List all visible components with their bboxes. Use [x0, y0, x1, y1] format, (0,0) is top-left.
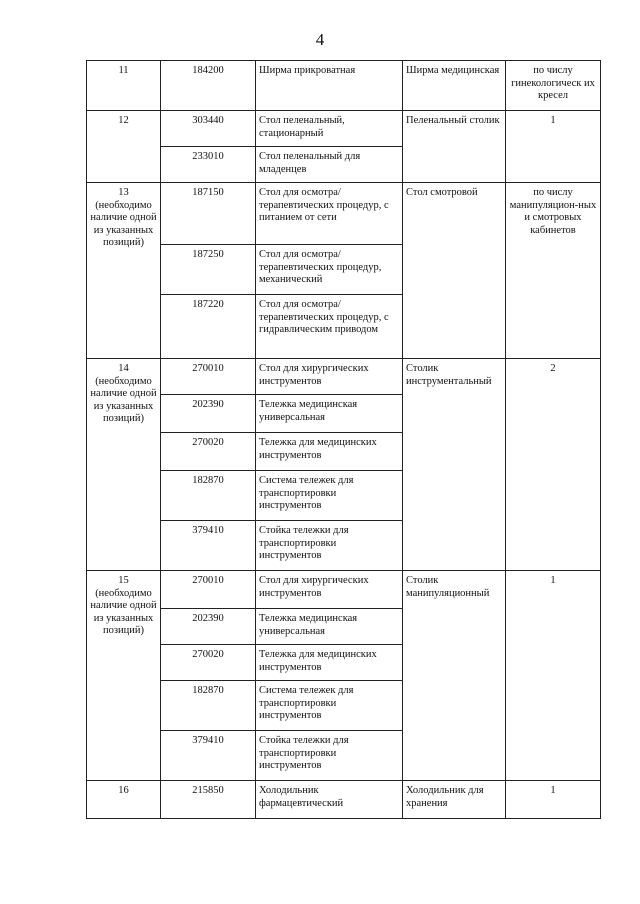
item-code: 379410: [161, 521, 256, 571]
table-row: [87, 111, 601, 147]
item-name: Стол для хирургических инструментов: [256, 571, 403, 609]
item-quantity: 2: [506, 359, 601, 571]
item-name: Стол для осмотра/терапевтических процедур, с питанием от сети: [256, 183, 403, 245]
row-number: 13 (необходимо наличие одной из указанных позиций): [87, 183, 161, 359]
row-number: 15 (необходимо наличие одной из указанных позиций): [87, 571, 161, 781]
table-row: [87, 183, 601, 245]
item-name: Стойка тележки для транспортировки инструментов: [256, 731, 403, 781]
item-name: Стол для осмотра/терапевтических процедур, с гидравлическим приводом: [256, 295, 403, 359]
item-quantity: по числу манипуляцион-ных и смотровых кабинетов: [506, 183, 601, 359]
row-number: 14 (необходимо наличие одной из указанных позиций): [87, 359, 161, 571]
item-name: Стол пеленальный для младенцев: [256, 147, 403, 183]
item-code: 270010: [161, 359, 256, 395]
item-code: 187150: [161, 183, 256, 245]
item-name: Тележка медицинская универсальная: [256, 395, 403, 433]
item-category: Стол смотровой: [403, 183, 506, 359]
item-name: Стол для осмотра/терапевтических процедур, механический: [256, 245, 403, 295]
item-code: 184200: [161, 61, 256, 111]
item-name: Тележка для медицинских инструментов: [256, 645, 403, 681]
table-row: [87, 61, 601, 111]
item-code: 270020: [161, 645, 256, 681]
item-name: Стол пеленальный, стационарный: [256, 111, 403, 147]
item-name: Стол для хирургических инструментов: [256, 359, 403, 395]
item-code: 270020: [161, 433, 256, 471]
item-quantity: 1: [506, 111, 601, 183]
table-row: [87, 359, 601, 395]
row-number: 16: [87, 781, 161, 819]
item-name: Тележка для медицинских инструментов: [256, 433, 403, 471]
item-category: Пеленальный столик: [403, 111, 506, 183]
item-code: 215850: [161, 781, 256, 819]
item-code: 202390: [161, 395, 256, 433]
item-category: Ширма медицинская: [403, 61, 506, 111]
item-name: Система тележек для транспортировки инструментов: [256, 681, 403, 731]
item-code: 379410: [161, 731, 256, 781]
row-number: 12: [87, 111, 161, 183]
item-code: 187250: [161, 245, 256, 295]
item-code: 233010: [161, 147, 256, 183]
item-code: 303440: [161, 111, 256, 147]
item-code: 187220: [161, 295, 256, 359]
page-number: 4: [315, 30, 325, 49]
item-category: Холодильник для хранения: [403, 781, 506, 819]
item-code: 202390: [161, 609, 256, 645]
table-row: [87, 571, 601, 609]
item-quantity: 1: [506, 571, 601, 781]
item-code: 270010: [161, 571, 256, 609]
item-name: Стойка тележки для транспортировки инструментов: [256, 521, 403, 571]
item-quantity: по числу гинекологическ их кресел: [506, 61, 601, 111]
row-number: 11: [87, 61, 161, 111]
item-category: Столик инструментальный: [403, 359, 506, 571]
item-code: 182870: [161, 471, 256, 521]
equipment-table: [86, 60, 601, 819]
item-name: Система тележек для транспортировки инструментов: [256, 471, 403, 521]
item-name: Холодильник фармацевтический: [256, 781, 403, 819]
table-row: [87, 781, 601, 819]
item-quantity: 1: [506, 781, 601, 819]
item-code: 182870: [161, 681, 256, 731]
item-category: Столик манипуляционный: [403, 571, 506, 781]
item-name: Тележка медицинская универсальная: [256, 609, 403, 645]
item-name: Ширма прикроватная: [256, 61, 403, 111]
